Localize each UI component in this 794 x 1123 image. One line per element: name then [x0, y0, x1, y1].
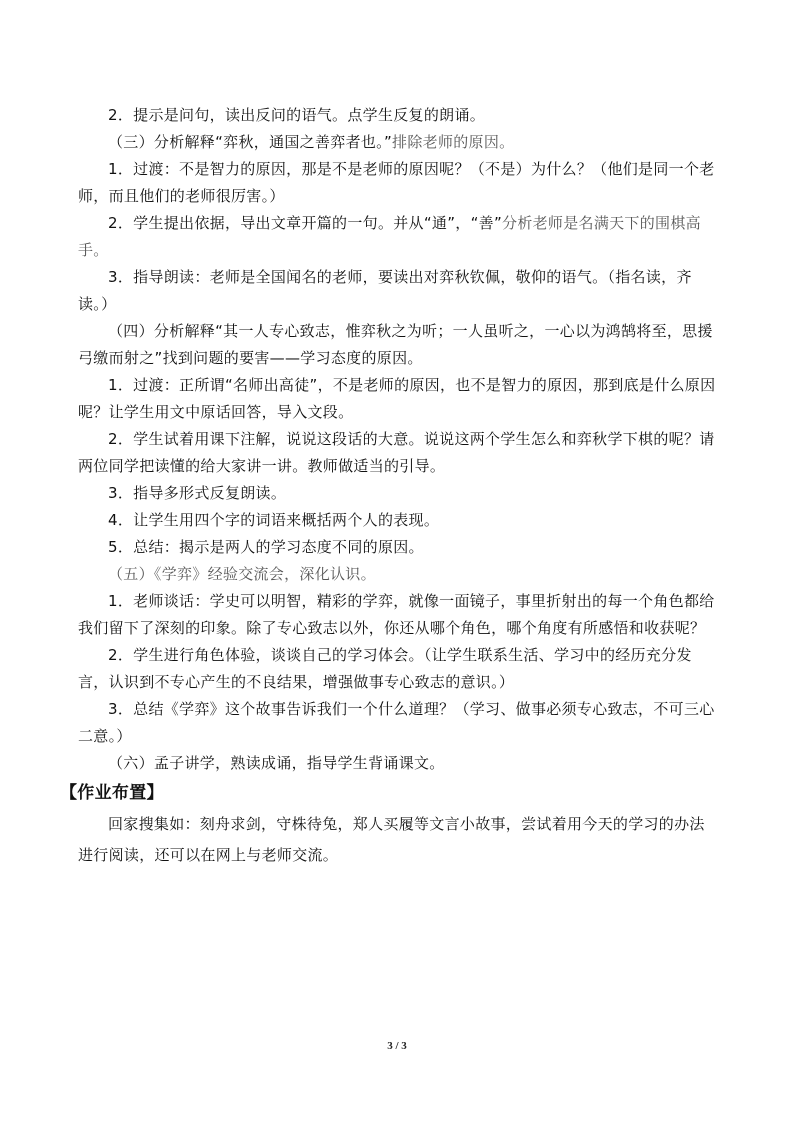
- heading-section-3: （三）分析解释“弈秋，通国之善弈者也。”排除老师的原因。: [108, 133, 515, 151]
- section-title-homework: 【作业布置】: [60, 783, 164, 803]
- page-number: 3 / 3: [387, 1040, 407, 1052]
- paragraph-11: 5．总结：揭示是两人的学习态度不同的原因。: [108, 538, 424, 556]
- document-body: [60, 102, 718, 871]
- heading-section-6: （六）孟子讲学，熟读成诵，指导学生背诵课文。: [108, 754, 445, 772]
- homework-paragraph: 回家搜集如：刻舟求剑，守株待兔，郑人买履等文言小故事，尝试着用今天的学习的办法进行阅读，还可以在网上与老师交流。: [78, 815, 705, 864]
- paragraph-7: 1．过渡：正所谓“名师出高徒”，不是老师的原因，也不是智力的原因，那到底是什么原因呢？让学生用文中原话回答，导入文段。: [78, 376, 716, 421]
- paragraph-13: 1．老师谈话：学史可以明智，精彩的学弈，就像一面镜子，事里折射出的每一个角色都给我们留下了深刻的印象。除了专心致志以外，你还从哪个角色，哪个角度有所感悟和收获呢？: [78, 592, 715, 637]
- paragraph-10: 4．让学生用四个字的词语来概括两个人的表现。: [108, 511, 440, 529]
- heading-section-5: （五）《学弈》经验交流会，深化认识。: [108, 565, 376, 583]
- paragraph-5: 3．指导朗读：老师是全国闻名的老师，要读出对弈秋钦佩，敬仰的语气。（指名读，齐读。）: [78, 268, 692, 313]
- paragraph-15: 3．总结《学弈》这个故事告诉我们一个什么道理？（学习、做事必须专心致志，不可三心二意。）: [78, 700, 715, 745]
- heading-section-4: （四）分析解释“其一人专心致志，惟弈秋之为听；一人虽听之，一心以为鸿鹄将至，思援弓缴而射之”找到问题的要害——学习态度的原因。: [78, 322, 713, 367]
- paragraph-8: 2．学生试着用课下注解，说说这段话的大意。说说这两个学生怎么和弈秋学下棋的呢？请两位同学把读懂的给大家讲一讲。教师做适当的引导。: [78, 430, 715, 475]
- paragraph-14: 2．学生进行角色体验，谈谈自己的学习体会。（让学生联系生活、学习中的经历充分发言，认识到不专心产生的不良结果，增强做事专心致志的意识。）: [78, 646, 692, 691]
- paragraph-4: 2．学生提出依据，导出文章开篇的一句。并从“通”，“善”分析老师是名满天下的围棋高手。: [78, 214, 701, 259]
- paragraph-1: 2．提示是问句，读出反问的语气。点学生反复的朗诵。: [108, 106, 486, 124]
- paragraph-3: 1．过渡：不是智力的原因，那是不是老师的原因呢？（不是）为什么？（他们是同一个老师，而且他们的老师很厉害。）: [78, 160, 715, 205]
- paragraph-9: 3．指导多形式反复朗读。: [108, 484, 287, 502]
